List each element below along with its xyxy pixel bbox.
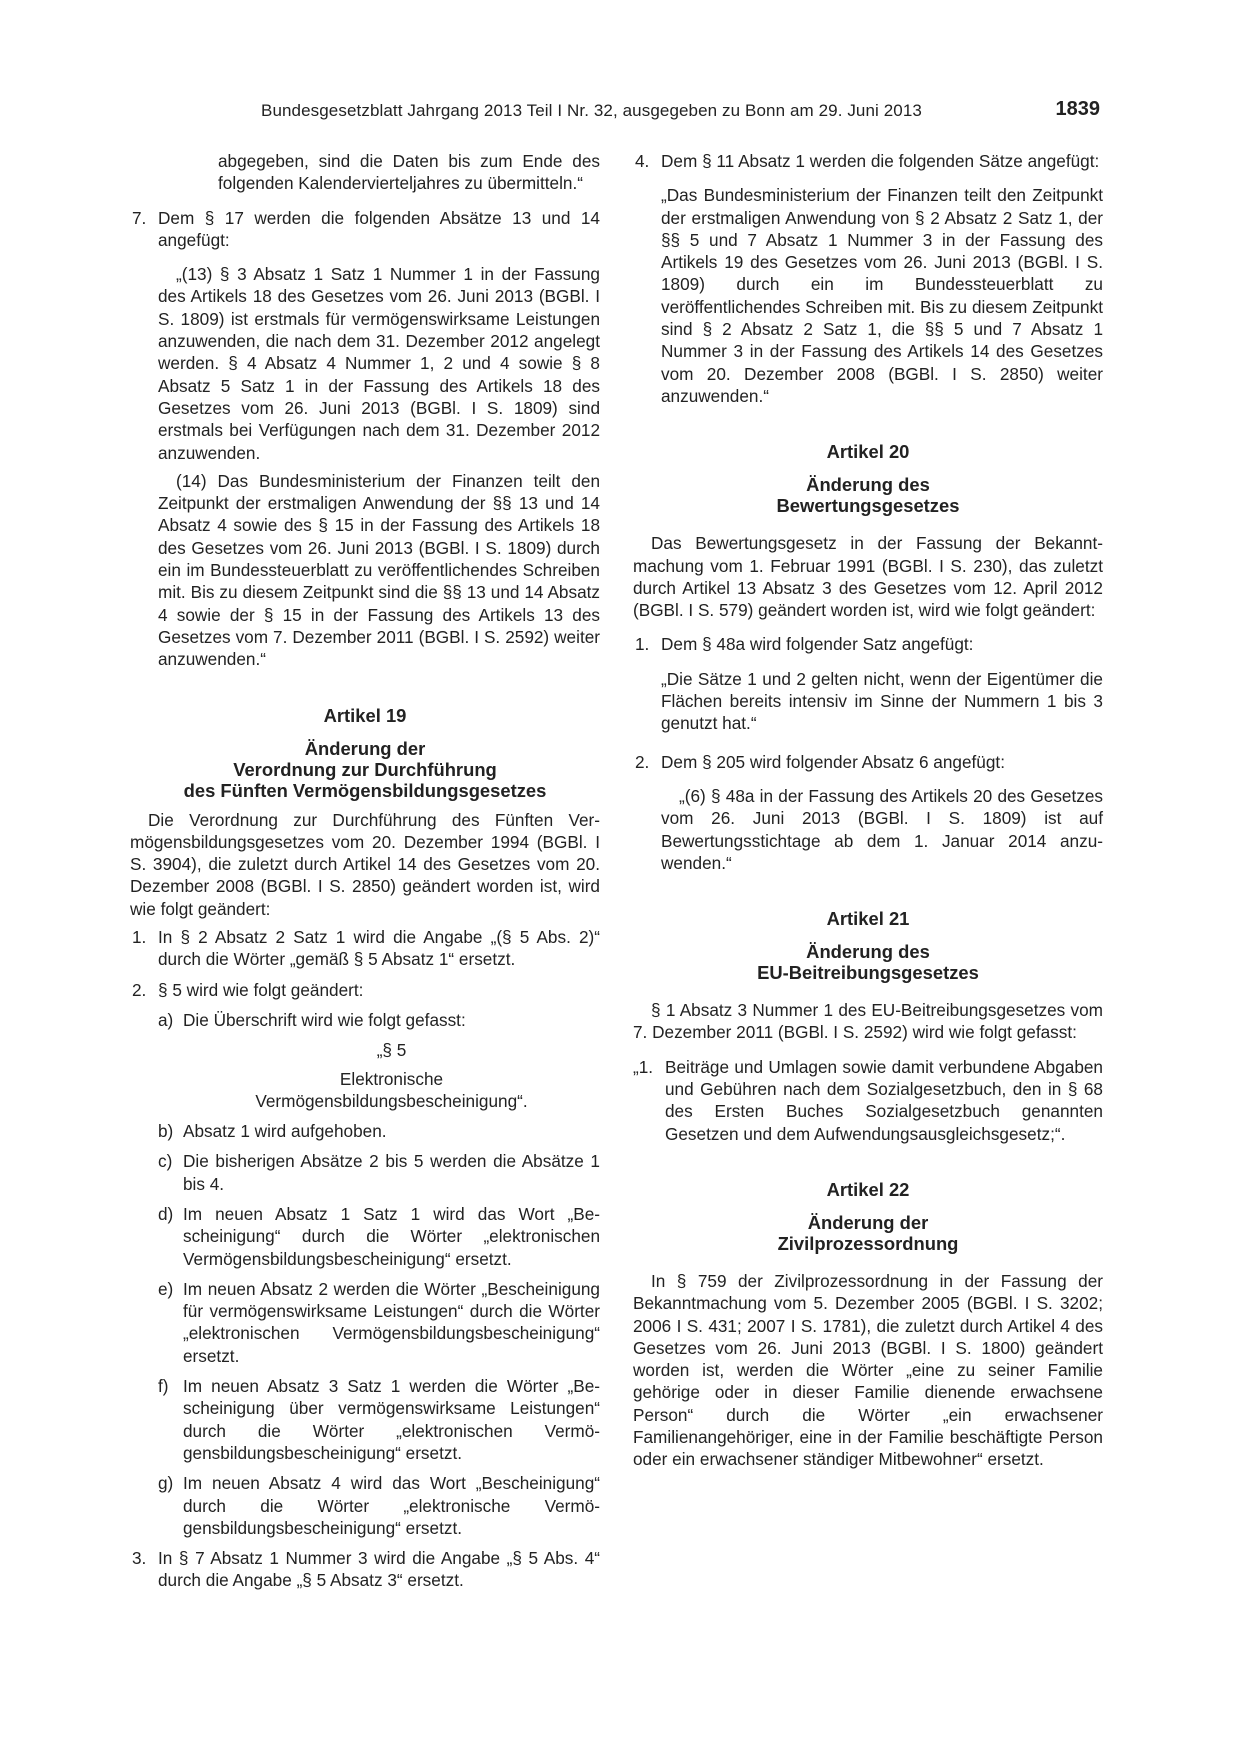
list-number: 4.: [635, 151, 650, 171]
left-column: [130, 150, 600, 1592]
sub-item-text: Absatz 1 wird aufgehoben.: [183, 1121, 387, 1142]
article-22-heading-line2: Zivilprozessordnung: [777, 1232, 959, 1254]
quote-paragraph: „(6) § 48a in der Fassung des Artikels 20 des Gesetzes vom 26. Juni 2013 (BGBl. I S. 1809) ist auf Bewertungsstichtage ab dem 1. Januar 2014 anzuwenden.“: [661, 785, 1103, 873]
article-19-intro: Die Verordnung zur Durchführung des Fünften Vermögensbildungsgesetzes vom 20. Dezember 1994 (BGBl. I S. 3904), die zuletzt durch Artikel 14 des Gesetzes vom 20. Dezember 2008 (BGBl. I S. 2850) geändert worden ist, wird wie folgt geändert:: [130, 809, 600, 919]
sub-item-g: [130, 1472, 600, 1539]
sub-item-a: [130, 1009, 600, 1031]
sub-item-text: Im neuen Absatz 3 Satz 1 werden die Wörter „Bescheinigung über vermögenswirksame Leistungen“ durch die Wörter „elektronischen Vermögensbildungsbescheinigung“ ersetzt.: [183, 1376, 600, 1463]
list-text: § 5 wird wie folgt geändert:: [158, 979, 364, 1000]
sub-item-label: a): [158, 1009, 174, 1030]
sub-item-label: c): [158, 1151, 173, 1172]
sub-item-label: b): [158, 1121, 174, 1142]
right-column: [633, 150, 1103, 1471]
list-text: Dem § 17 werden die folgenden Absätze 13 und 14 angefügt:: [158, 207, 600, 250]
list-number: „1.: [633, 1056, 654, 1077]
sub-item-e: [130, 1278, 600, 1367]
quoted-list-item: [633, 1056, 1103, 1145]
article-19-heading-line3: des Fünften Vermögensbildungsgesetzes: [183, 779, 547, 801]
quoted-heading-line3: Vermögensbildungsbescheinigung“.: [255, 1090, 528, 1111]
list-number: 2.: [132, 979, 147, 1000]
list-item-2: [633, 751, 1103, 773]
list-item-7: [130, 207, 600, 252]
article-22-intro: In § 759 der Zivilprozessordnung in der Fassung der Bekanntmachung vom 5. Dezember 2005 (BGBl. I S. 3202; 2006 I S. 431; 2007 I S. 1781), die zuletzt durch Artikel 4 des Gesetzes vom 26. Juni 2013 (BGBl. I S. 1800) geändert worden ist, werden die Wörter „eine zu seiner Familie gehörige oder in dieser Familie dienende erwachsene Person“ durch die Wörter „ein erwachsener Familienangehöriger, eine in der Familie beschäftigte Person oder ein erwachsener ständiger Mitbewohner“ ersetzt.: [633, 1270, 1103, 1470]
list-number: 3.: [132, 1548, 147, 1569]
quoted-heading-line1: „§ 5: [376, 1040, 407, 1061]
article-20-heading-line2: Bewertungsgesetzes: [776, 495, 960, 517]
list-text: Beiträge und Umlagen sowie damit verbundene Abgaben und Gebühren nach dem Sozialgesetzbuch, den in § 68 des Ersten Buches Sozialgesetzbuch genannten Gesetzen und dem Aufwendungsausgleichsgesetz;“.: [665, 1056, 1103, 1144]
list-number: 7.: [132, 207, 147, 228]
article-21-heading-line2: EU-Beitreibungsgesetzes: [757, 962, 979, 984]
list-number: 1.: [635, 634, 650, 655]
quote-paragraph: „Die Sätze 1 und 2 gelten nicht, wenn der Eigentümer die Flächen bereits intensiv im Sinne der Nummern 1 bis 3 genutzt hat.“: [661, 668, 1103, 734]
list-item-2: [130, 979, 600, 1001]
article-19-heading-line1: Änderung der: [304, 737, 426, 759]
sub-item-label: f): [158, 1376, 169, 1397]
sub-item-text: Im neuen Absatz 4 wird das Wort „Bescheinigung“ durch die Wörter „elektronische Vermögensbildungsbescheinigung“ ersetzt.: [183, 1473, 600, 1538]
sub-item-label: d): [158, 1203, 174, 1224]
sub-item-text: Die bisherigen Absätze 2 bis 5 werden die Absätze 1 bis 4.: [183, 1151, 600, 1194]
article-20-intro: Das Bewertungsgesetz in der Fassung der Bekanntmachung vom 1. Februar 1991 (BGBl. I S. 230), das zuletzt durch Artikel 13 Absatz 3 des Gesetzes vom 12. April 2012 (BGBl. I S. 579) geändert worden ist, wird wie folgt geändert:: [633, 533, 1103, 621]
list-text: Dem § 205 wird folgender Absatz 6 angefügt:: [661, 751, 1005, 772]
sub-item-label: e): [158, 1278, 174, 1299]
article-22-title: Artikel 22: [826, 1178, 910, 1200]
article-19-heading-line2: Verordnung zur Durchführung: [233, 758, 497, 780]
list-item-3: [130, 1547, 600, 1592]
article-22-heading-line1: Änderung der: [807, 1211, 929, 1233]
list-text: In § 7 Absatz 1 Nummer 3 wird die Angabe „§ 5 Abs. 4“ durch die Angabe „§ 5 Absatz 3“ ersetzt.: [158, 1548, 600, 1591]
sub-item-f: [130, 1375, 600, 1464]
header-title: Bundesgesetzblatt Jahrgang 2013 Teil I Nr. 32, ausgegeben zu Bonn am 29. Juni 2013: [261, 101, 922, 120]
page-header: [133, 100, 1100, 124]
article-20-title: Artikel 20: [826, 441, 910, 463]
list-text: In § 2 Absatz 2 Satz 1 wird die Angabe „(§ 5 Abs. 2)“ durch die Wörter „gemäß § 5 Absatz 1“ ersetzt.: [158, 927, 600, 970]
quote-paragraph-13: „(13) § 3 Absatz 1 Satz 1 Nummer 1 in der Fassung des Artikels 18 des Gesetzes vom 26. Juni 2013 (BGBl. I S. 1809) ist erstmals für vermögenswirksame Leistungen anzuwenden, die nach dem 31. Dezember 2012 angelegt werden. § 4 Absatz 4 Nummer 1, 2 und 4 sowie § 8 Absatz 5 Satz 1 in der Fassung des Artikels 18 des Gesetzes vom 26. Juni 2013 (BGBl. I S. 1809) sind erstmals bei Verfügungen nach dem 31. Dezember 2012 anzuwenden.: [158, 264, 600, 463]
article-21-title: Artikel 21: [826, 908, 910, 930]
article-21-heading-line1: Änderung des: [806, 941, 930, 963]
list-text: Dem § 48a wird folgender Satz angefügt:: [661, 634, 974, 655]
sub-item-text: Im neuen Absatz 2 werden die Wörter „Bescheinigung für vermögenswirksame Leistungen“ durch die Wörter „elektronischen Vermögensbildungsbescheinigung“ ersetzt.: [183, 1278, 600, 1366]
sub-item-text: Die Überschrift wird wie folgt gefasst:: [183, 1009, 466, 1030]
list-number: 1.: [132, 927, 147, 948]
article-21-intro: § 1 Absatz 3 Nummer 1 des EU-Beitreibungsgesetzes vom 7. Dezember 2011 (BGBl. I S. 2592) wird wie folgt gefasst:: [633, 1000, 1103, 1043]
list-text: Dem § 11 Absatz 1 werden die folgenden Sätze angefügt:: [661, 151, 1100, 171]
sub-item-text: Im neuen Absatz 1 Satz 1 wird das Wort „Bescheinigung“ durch die Wörter „elektronischen Vermögensbildungsbescheinigung“ ersetzt.: [183, 1203, 600, 1269]
sub-item-label: g): [158, 1473, 174, 1494]
quote-paragraph: „Das Bundesministerium der Finanzen teilt den Zeitpunkt der erstmaligen Anwendung von § 2 Absatz 2 Satz 1, der §§ 5 und 7 Absatz 1 Nummer 3 in der Fassung des Artikels 19 des Gesetzes vom 26. Juni 2013 (BGBl. I S. 1809) durch ein im Bundessteuerblatt zu veröffentlichendes Schreiben mit. Bis zu diesem Zeitpunkt sind § 2 Absatz 2 Satz 1, die §§ 5 und 7 Absatz 1 Nummer 3 in der Fassung des Artikels 14 des Gesetzes vom 20. Dezember 2008 (BGBl. I S. 2850) weiter anzuwenden.“: [661, 185, 1103, 406]
quoted-heading-line2: Elektronische: [339, 1068, 444, 1089]
sub-item-b: [130, 1120, 600, 1142]
continued-quote: abgegeben, sind die Daten bis zum Ende des folgenden Kalendervierteljahres zu übermitteln.“: [218, 151, 600, 194]
article-19-title: Artikel 19: [323, 704, 407, 726]
article-20-heading-line1: Änderung des: [806, 474, 930, 496]
quoted-heading: [130, 1039, 600, 1112]
sub-item-c: [130, 1150, 600, 1195]
sub-item-d: [130, 1203, 600, 1270]
list-item-1: [130, 926, 600, 971]
list-item-4: [633, 150, 1103, 172]
list-number: 2.: [635, 751, 650, 772]
page-number: 1839: [1055, 98, 1100, 120]
quote-paragraph-14: (14) Das Bundesministerium der Finanzen teilt den Zeitpunkt der erstmaligen Anwendung der §§ 13 und 14 Absatz 4 sowie des § 15 in der Fassung des Artikels 18 des Gesetzes vom 26. Juni 2013 (BGBl. I S. 1809) durch ein im Bundessteuerblatt zu veröffentlichendes Schreiben mit. Bis zu diesem Zeitpunkt sind die §§ 13 und 14 Absatz 4 sowie der § 15 in der Fassung des Artikels 13 des Gesetzes vom 7. Dezember 2011 (BGBl. I S. 2592) weiter anzuwenden.“: [158, 470, 600, 670]
list-item-1: [633, 633, 1103, 655]
